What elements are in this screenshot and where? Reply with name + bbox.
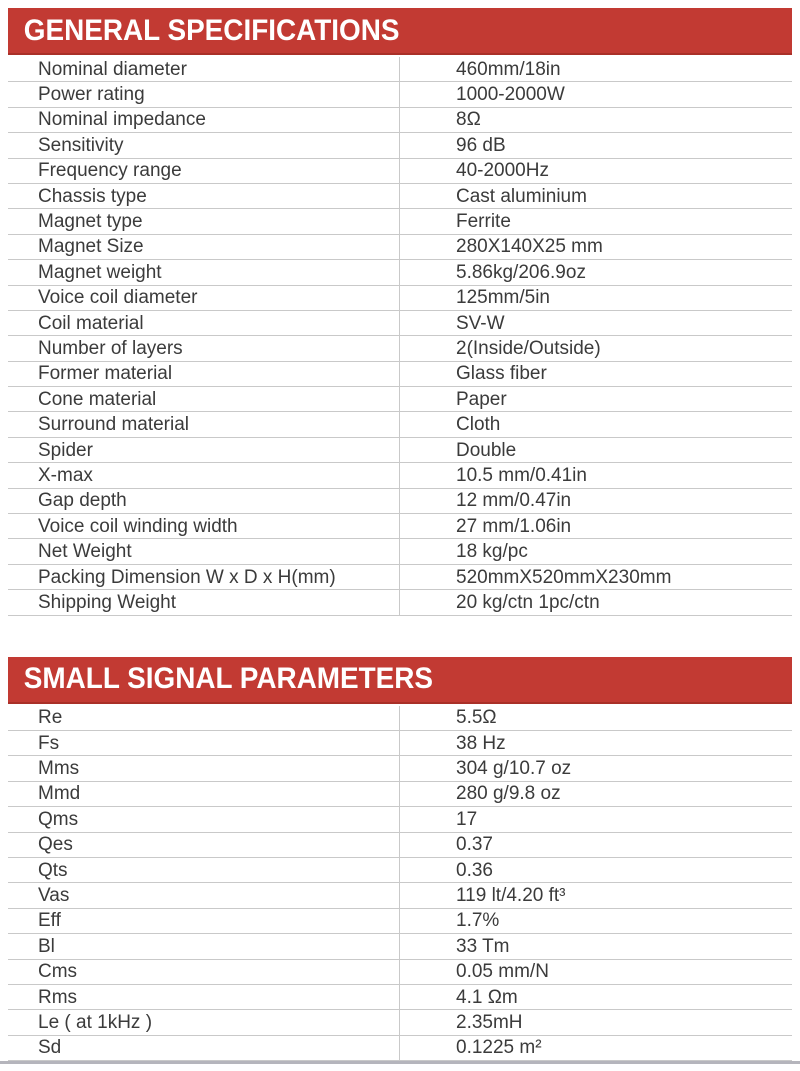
spec-label: Eff [38,911,61,931]
spec-row [8,362,792,387]
spec-row [8,387,792,412]
spec-row [8,159,792,184]
spec-row [8,731,792,756]
spec-row [8,934,792,959]
spec-label: Former material [38,364,173,384]
spec-label: Shipping Weight [38,592,177,612]
spec-value: 1.7% [399,909,792,933]
spec-label: Surround material [38,415,190,435]
spec-value: 20 kg/ctn 1pc/ctn [399,590,792,614]
section-header-small-signal-parameters [8,657,792,704]
spec-label: Magnet type [38,212,143,232]
spec-row [8,985,792,1010]
spec-row [8,756,792,781]
spec-label: Chassis type [38,186,147,206]
spec-row [8,833,792,858]
spec-value: 18 kg/pc [399,539,792,563]
spec-label: Magnet weight [38,262,162,282]
spec-row [8,209,792,234]
spec-value: 0.37 [399,833,792,857]
spec-label: Number of layers [38,338,183,358]
spec-row [8,184,792,209]
spec-value: 5.86kg/206.9oz [399,260,792,284]
spec-row [8,960,792,985]
spec-label: Voice coil winding width [38,516,238,536]
spec-row [8,133,792,158]
spec-label: Vas [38,886,70,906]
spec-row [8,235,792,260]
spec-label: Nominal impedance [38,110,206,130]
spec-value: 1000-2000W [399,82,792,106]
small-signal-parameters-table [8,704,792,1061]
spec-value: Glass fiber [399,362,792,386]
spec-row [8,336,792,361]
spec-label: Fs [38,733,60,753]
spec-label: Sensitivity [38,135,124,155]
spec-row [8,438,792,463]
spec-row [8,108,792,133]
general-specifications-table [8,55,792,616]
spec-label: Gap depth [38,491,127,511]
spec-label: Mmd [38,784,81,804]
spec-row [8,260,792,285]
spec-value: 0.1225 m² [399,1036,792,1060]
spec-label: Voice coil diameter [38,288,198,308]
spec-value: 0.05 mm/N [399,960,792,984]
spec-value: 2.35mH [399,1010,792,1034]
spec-label: Net Weight [38,542,132,562]
spec-value: 8Ω [399,108,792,132]
spec-value: 5.5Ω [399,706,792,730]
spec-row [8,858,792,883]
spec-value: SV-W [399,311,792,335]
spec-value: 2(Inside/Outside) [399,336,792,360]
spec-row [8,286,792,311]
spec-row [8,565,792,590]
spec-label: Magnet Size [38,237,144,257]
spec-row [8,909,792,934]
spec-label: Spider [38,440,93,460]
spec-value: 96 dB [399,133,792,157]
spec-value: 40-2000Hz [399,159,792,183]
spec-value: 10.5 mm/0.41in [399,463,792,487]
spec-row [8,883,792,908]
bottom-rule [0,1061,800,1064]
spec-value: 125mm/5in [399,286,792,310]
section-header-general-specifications [8,8,792,55]
spec-value: 4.1 Ωm [399,985,792,1009]
spec-label: Packing Dimension W x D x H(mm) [38,567,336,587]
spec-label: Le ( at 1kHz ) [38,1012,153,1032]
spec-label: Qms [38,809,79,829]
spec-row [8,1036,792,1061]
spec-value: Cast aluminium [399,184,792,208]
spec-row [8,463,792,488]
spec-row [8,489,792,514]
spec-label: Coil material [38,313,144,333]
spec-sheet-page [0,8,800,1071]
spec-label: Rms [38,987,78,1007]
spec-value: 33 Tm [399,934,792,958]
spec-label: Power rating [38,85,145,105]
spec-label: Qes [38,835,73,855]
spec-label: Cms [38,962,78,982]
spec-value: 12 mm/0.47in [399,489,792,513]
spec-row [8,1010,792,1035]
spec-row [8,807,792,832]
spec-value: 520mmX520mmX230mm [399,565,792,589]
spec-label: Re [38,708,63,728]
spec-row [8,590,792,615]
spec-label: Frequency range [38,161,182,181]
spec-label: Nominal diameter [38,59,187,79]
spec-label: Cone material [38,389,157,409]
spec-value: 17 [399,807,792,831]
spec-label: X-max [38,465,93,485]
spec-row [8,311,792,336]
spec-row [8,57,792,82]
spec-value: 27 mm/1.06in [399,514,792,538]
spec-value: Ferrite [399,209,792,233]
spec-row [8,539,792,564]
spec-value: Cloth [399,412,792,436]
spec-row [8,706,792,731]
spec-value: 119 lt/4.20 ft³ [399,883,792,907]
spec-row [8,412,792,437]
spec-value: 280X140X25 mm [399,235,792,259]
section-title: SMALL SIGNAL PARAMETERS [23,662,434,696]
spec-row [8,782,792,807]
spec-value: Double [399,438,792,462]
spec-label: Bl [38,936,55,956]
spec-value: 460mm/18in [399,57,792,81]
spec-row [8,514,792,539]
spec-label: Qts [38,860,68,880]
spec-value: 0.36 [399,858,792,882]
spec-value: 280 g/9.8 oz [399,782,792,806]
spec-row [8,82,792,107]
spec-label: Sd [38,1038,62,1058]
spec-value: 304 g/10.7 oz [399,756,792,780]
section-title: GENERAL SPECIFICATIONS [23,13,400,47]
spec-label: Mms [38,759,80,779]
spec-value: 38 Hz [399,731,792,755]
spec-value: Paper [399,387,792,411]
